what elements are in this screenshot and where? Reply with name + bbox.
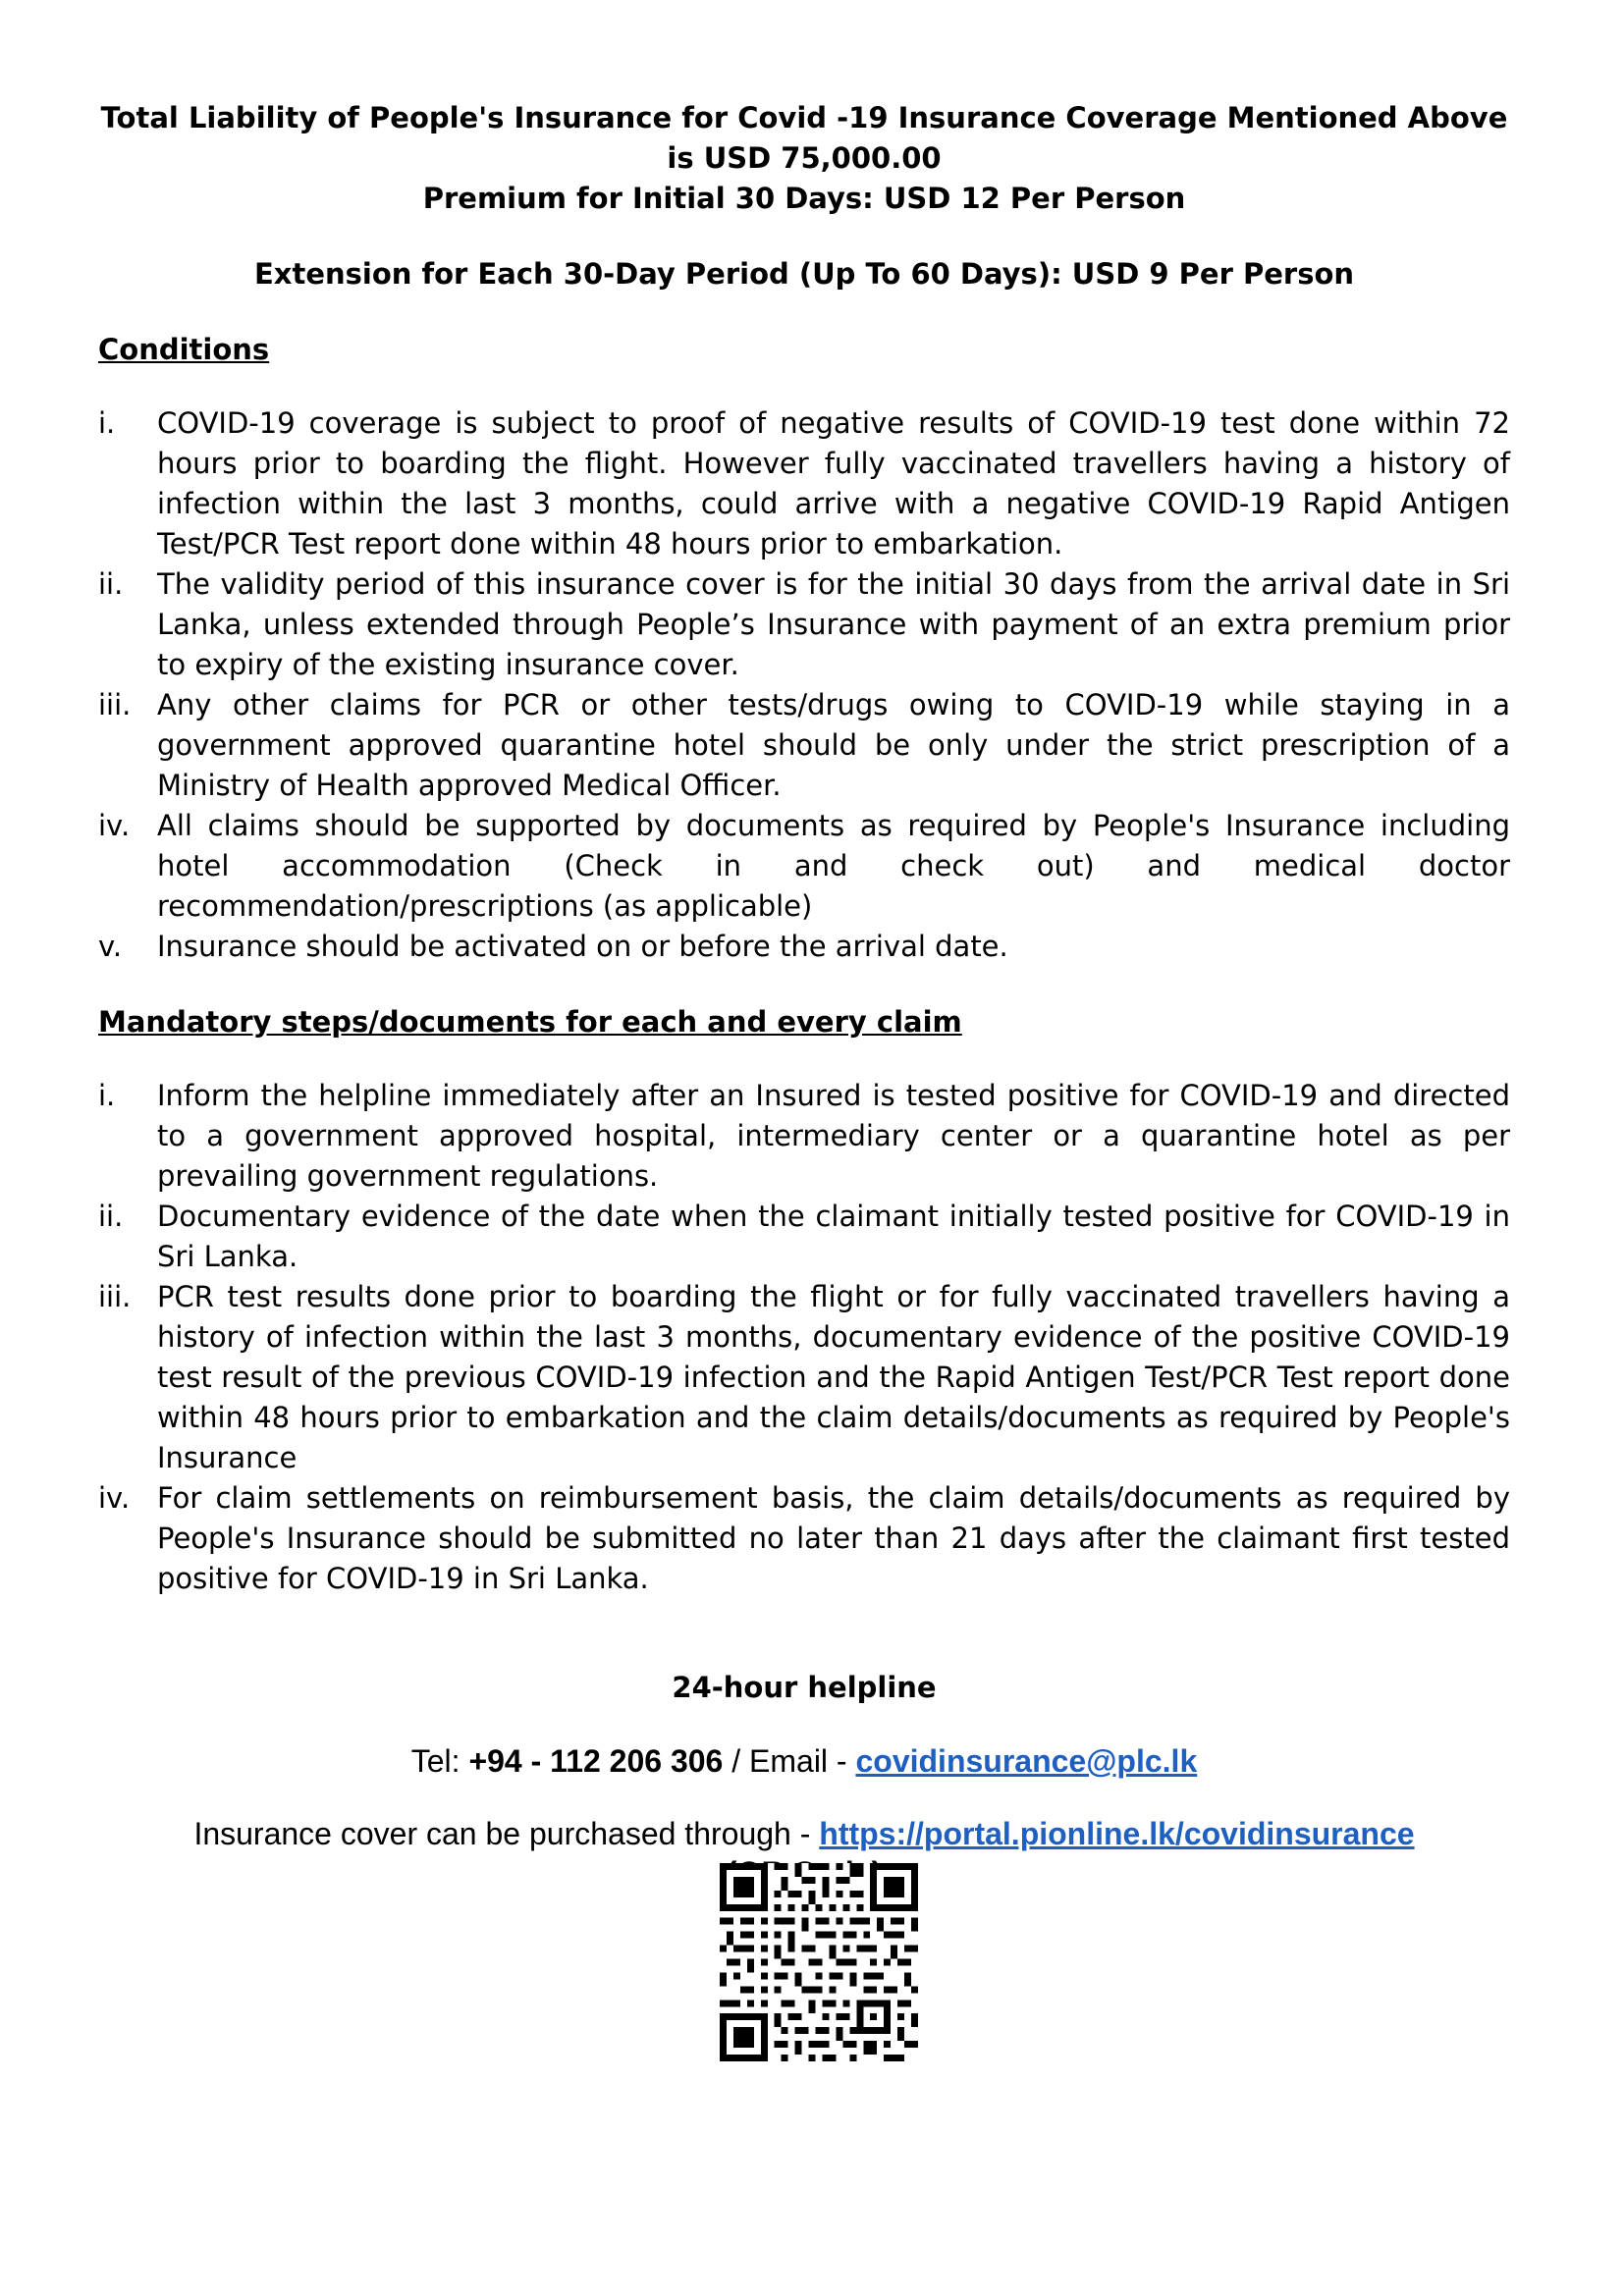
- email-link[interactable]: covidinsurance@plc.lk: [855, 1743, 1198, 1779]
- purchase-line: [98, 1814, 1510, 1853]
- email-separator: / Email -: [723, 1743, 856, 1779]
- liability-line: Total Liability of People's Insurance for Covid -19 Insurance Coverage Mentioned Above is USD 75,000.00: [100, 101, 1508, 175]
- list-item-text: For claim settlements on reimbursement basis, the claim details/documents as required by People's Insurance should be submitted no later than 21 days after the claimant first tested positive for COVID-19 in Sri Lanka.: [157, 1481, 1510, 1595]
- list-item-number: iii.: [98, 688, 132, 721]
- mandatory-steps-list: [98, 1076, 1510, 1599]
- conditions-title: Conditions: [98, 333, 270, 366]
- document-body: [98, 98, 1510, 1893]
- list-item: [98, 1076, 1510, 1197]
- list-item-text: COVID-19 coverage is subject to proof of negative results of COVID-19 test done within 72 hours prior to boarding the flight. However fully vaccinated travellers having a history of infection within the last 3 months, could arrive with a negative COVID-19 Rapid Antigen Test/PCR Test report done within 48 hours prior to embarkation.: [157, 406, 1510, 561]
- list-item: [98, 1478, 1510, 1599]
- tel-number: +94 - 112 206 306: [468, 1743, 724, 1779]
- list-item-number: iv.: [98, 1481, 131, 1515]
- list-item: [98, 806, 1510, 927]
- list-item-text: Inform the helpline immediately after an Insured is tested positive for COVID-19 and directed to a government approved hospital, intermediary center or a quarantine hotel as per prevailing government regulations.: [157, 1079, 1510, 1193]
- mandatory-steps-title: Mandatory steps/documents for each and every claim: [98, 1005, 962, 1039]
- purchase-link[interactable]: https://portal.pionline.lk/covidinsurance: [819, 1816, 1415, 1851]
- header-block: [98, 98, 1510, 294]
- list-item-text: The validity period of this insurance cover is for the initial 30 days from the arrival date in Sri Lanka, unless extended through People’s Insurance with payment of an extra premium prior to expiry of the existing insurance cover.: [157, 567, 1510, 681]
- list-item-number: iv.: [98, 809, 131, 842]
- list-item: [98, 564, 1510, 685]
- premium-line: Premium for Initial 30 Days: USD 12 Per Person: [422, 182, 1186, 215]
- tel-label: Tel:: [410, 1743, 469, 1779]
- list-item-number: v.: [98, 930, 123, 963]
- contact-line: [98, 1741, 1510, 1781]
- list-item-text: All claims should be supported by documents as required by People's Insurance including hotel accommodation (Check in and check out) and medical doctor recommendation/prescriptions (as applicable): [157, 809, 1510, 923]
- list-item-text: PCR test results done prior to boarding the flight or for fully vaccinated travellers having a history of infection within the last 3 months, documentary evidence of the positive COVID-19 test result of the previous COVID-19 infection and the Rapid Antigen Test/PCR Test report done within 48 hours prior to embarkation and the claim details/documents as required by People's Insurance: [157, 1280, 1510, 1474]
- list-item-text: Documentary evidence of the date when the claimant initially tested positive for COVID-19 in Sri Lanka.: [157, 1200, 1510, 1273]
- list-item: [98, 927, 1510, 967]
- purchase-text: Insurance cover can be purchased through -: [193, 1816, 820, 1851]
- list-item-number: iii.: [98, 1280, 132, 1313]
- list-item-number: ii.: [98, 1200, 124, 1233]
- list-item-number: i.: [98, 1079, 116, 1112]
- list-item-text: Any other claims for PCR or other tests/drugs owing to COVID-19 while staying in a government approved quarantine hotel should be only under the strict prescription of a Ministry of Health approved Medical Officer.: [157, 688, 1510, 802]
- list-item-number: ii.: [98, 567, 124, 601]
- helpline-title: 24-hour helpline: [672, 1671, 937, 1704]
- conditions-list: [98, 403, 1510, 967]
- list-item: [98, 1277, 1510, 1478]
- list-item: [98, 685, 1510, 806]
- list-item: [98, 1197, 1510, 1277]
- qr-code-icon: [720, 1863, 918, 2061]
- extension-line: Extension for Each 30-Day Period (Up To 60 Days): USD 9 Per Person: [253, 257, 1355, 291]
- list-item-number: i.: [98, 406, 116, 440]
- qr-code-image[interactable]: [720, 1863, 918, 2061]
- list-item-text: Insurance should be activated on or before the arrival date.: [157, 930, 1008, 963]
- list-item: [98, 403, 1510, 564]
